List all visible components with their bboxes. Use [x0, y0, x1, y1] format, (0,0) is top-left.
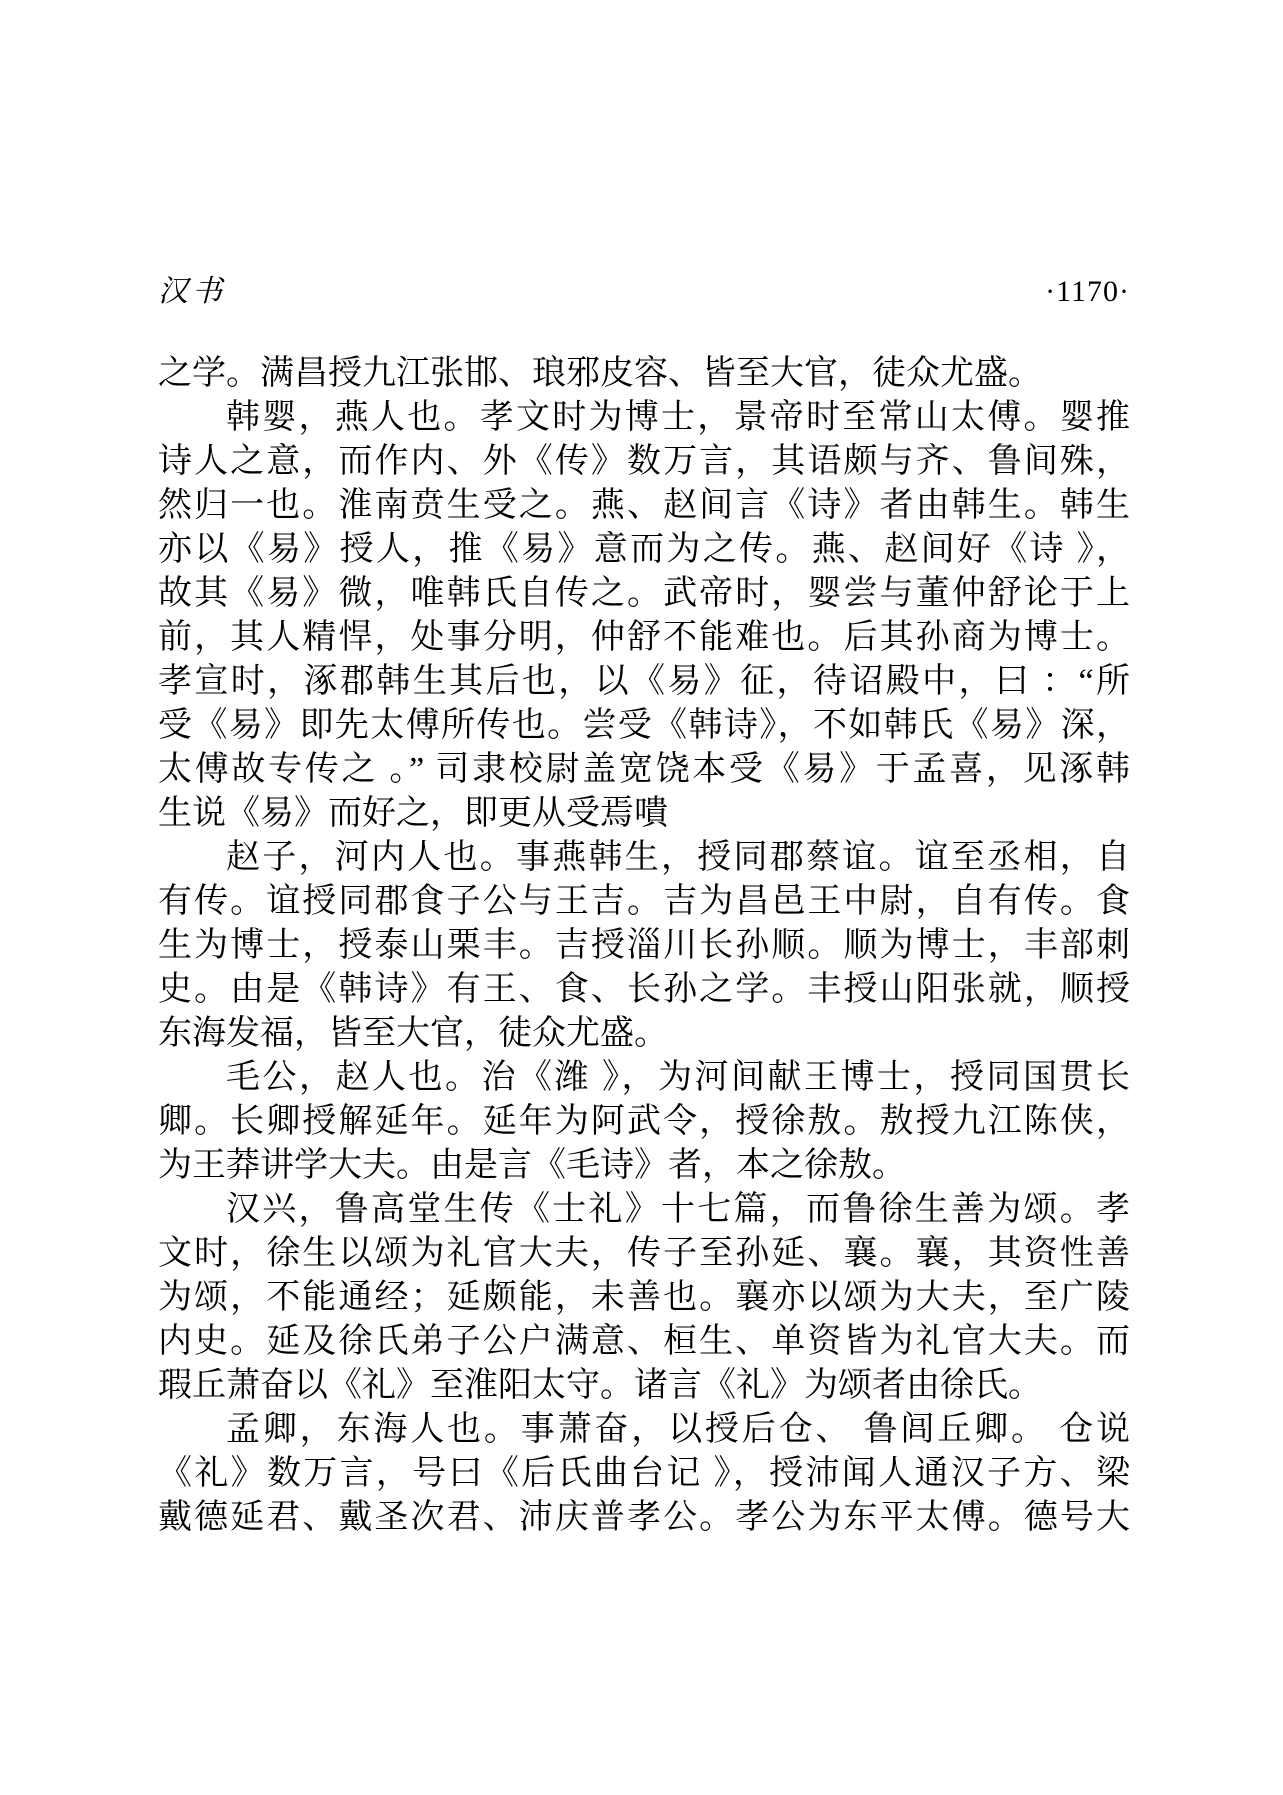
text-line: 《礼》数万言，号曰《后氏曲台记 》，授沛闻人通汉子方、梁	[158, 1455, 1130, 1492]
page-number: ·1170·	[1045, 275, 1130, 308]
text-line: 亦以《易》授人，推《易》意而为之传。燕、赵间好《诗 》，	[158, 531, 1130, 568]
text-line: 毛公，赵人也。治《潍 》，为河间献王博士，授同国贯长	[226, 1059, 1130, 1096]
text-line: 太傅故专传之 。” 司隶校尉盖宽饶本受《易》于孟喜，见涿韩	[158, 751, 1130, 788]
text-line: 之学。满昌授九江张邯、琅邪皮容、皆至大官，徒众尤盛。	[158, 355, 1042, 392]
paragraph	[158, 1188, 1130, 1408]
text-line: 韩婴，燕人也。孝文时为博士，景帝时至常山太傅。婴推	[226, 399, 1130, 436]
text-line: 前，其人精悍，处事分明，仲舒不能难也。后其孙商为博士。	[158, 619, 1130, 656]
paragraph	[158, 836, 1130, 1056]
text-line: 为王莽讲学大夫。由是言《毛诗》者，本之徐敖。	[158, 1147, 906, 1184]
text-line: 故其《易》微，唯韩氏自传之。武帝时，婴尝与董仲舒论于上	[158, 575, 1130, 612]
paragraph	[158, 352, 1130, 396]
text-line: 赵子，河内人也。事燕韩生，授同郡蔡谊。谊至丞相，自	[226, 839, 1130, 876]
text-line: 然归一也。淮南贲生受之。燕、赵间言《诗》者由韩生。韩生	[158, 487, 1130, 524]
text-line: 卿。长卿授解延年。延年为阿武令，授徐敖。敖授九江陈侠，	[158, 1103, 1130, 1140]
text-line: 戴德延君、戴圣次君、沛庆普孝公。孝公为东平太傅。德号大	[158, 1499, 1130, 1536]
page-header	[158, 266, 1130, 310]
text-line: 诗人之意，而作内、外《传》数万言，其语颇与齐、鲁间殊，	[158, 443, 1130, 480]
text-line: 汉兴，鲁高堂生传《士礼》十七篇，而鲁徐生善为颂。孝	[226, 1191, 1130, 1228]
paragraph	[158, 1408, 1130, 1540]
paragraph	[158, 1056, 1130, 1188]
running-head-book-title: 汉书	[158, 275, 226, 308]
text-line: 瑕丘萧奋以《礼》至淮阳太守。诸言《礼》为颂者由徐氏。	[158, 1367, 1042, 1404]
text-line: 孝宣时，涿郡韩生其后也，以《易》征，待诏殿中，曰 ：“所	[158, 663, 1130, 700]
text-line: 受《易》即先太傅所传也。尝受《韩诗》，不如韩氏《易》深，	[158, 707, 1130, 744]
text-line: 文时，徐生以颂为礼官大夫，传子至孙延、襄。襄，其资性善	[158, 1235, 1130, 1272]
text-line: 东海发福，皆至大官，徒众尤盛。	[158, 1015, 668, 1052]
text-line: 为颂，不能通经；延颇能，未善也。襄亦以颂为大夫，至广陵	[158, 1279, 1130, 1316]
paragraph	[158, 396, 1130, 836]
text-body	[158, 352, 1130, 1540]
text-line: 有传。谊授同郡食子公与王吉。吉为昌邑王中尉，自有传。食	[158, 883, 1130, 920]
text-line: 史。由是《韩诗》有王、食、长孙之学。丰授山阳张就，顺授	[158, 971, 1130, 1008]
text-line: 孟卿，东海人也。事萧奋，以授后仓、 鲁闾丘卿。 仓说	[226, 1411, 1130, 1448]
text-line: 生为博士，授泰山栗丰。吉授淄川长孙顺。顺为博士，丰部刺	[158, 927, 1130, 964]
text-line: 生说《易》而好之，即更从受焉嘳	[158, 795, 668, 832]
text-line: 内史。延及徐氏弟子公户满意、桓生、单资皆为礼官大夫。而	[158, 1323, 1130, 1360]
